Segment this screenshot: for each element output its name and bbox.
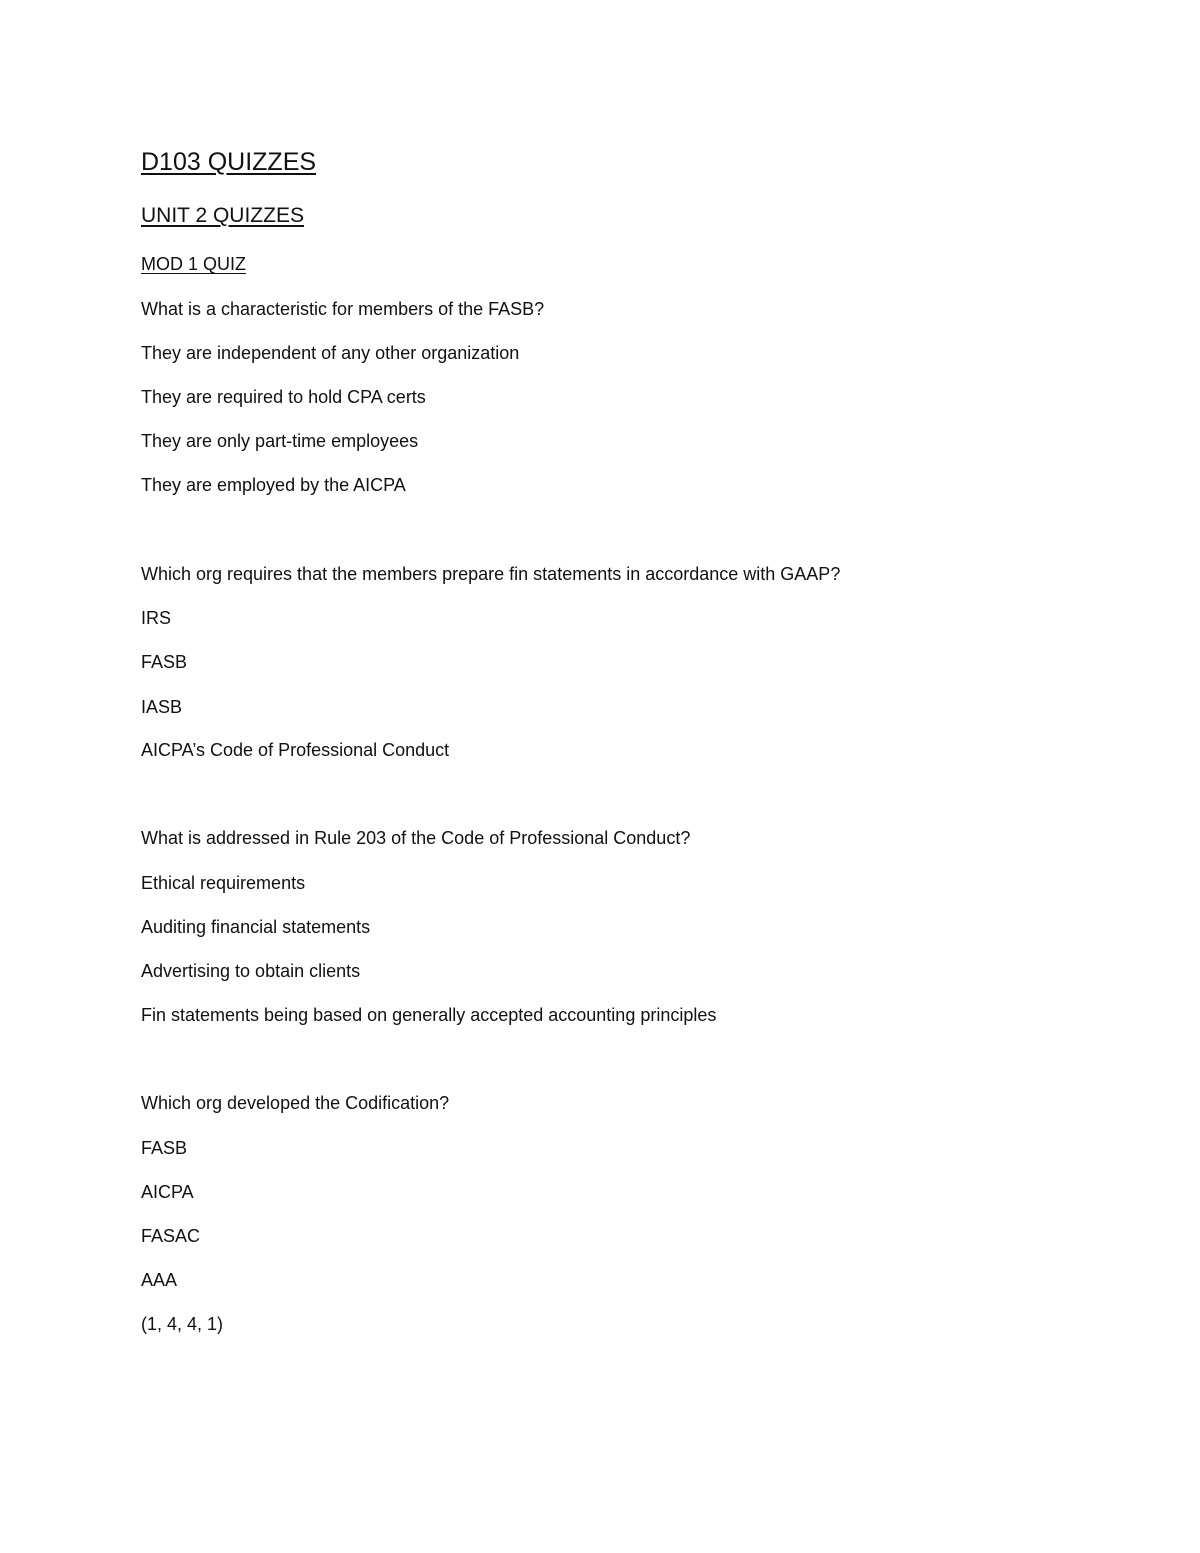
document-title: D103 QUIZZES <box>141 148 317 176</box>
question-4-option-1: FASB <box>141 1138 188 1158</box>
question-3-option-4: Fin statements being based on generally accepted accounting principles <box>141 1005 717 1025</box>
question-2-option-1: IRS <box>141 608 172 628</box>
question-4-option-2: AICPA <box>141 1182 194 1202</box>
question-1: What is a characteristic for members of the FASB? <box>141 299 545 319</box>
question-3: What is addressed in Rule 203 of the Code of Professional Conduct? <box>141 828 691 848</box>
question-1-option-4: They are employed by the AICPA <box>141 475 406 495</box>
unit-heading: UNIT 2 QUIZZES <box>141 204 304 227</box>
answer-key: (1, 4, 4, 1) <box>141 1314 224 1334</box>
question-2-option-3: IASB <box>141 697 183 717</box>
question-2-option-4: AICPA’s Code of Professional Conduct <box>141 740 450 760</box>
question-3-option-2: Auditing financial statements <box>141 917 371 937</box>
question-1-option-3: They are only part-time employees <box>141 431 419 451</box>
question-1-option-2: They are required to hold CPA certs <box>141 387 426 407</box>
question-2: Which org requires that the members prepare fin statements in accordance with GAAP? <box>141 564 841 584</box>
question-4-option-3: FASAC <box>141 1226 201 1246</box>
question-4: Which org developed the Codification? <box>141 1093 450 1113</box>
question-1-option-1: They are independent of any other organization <box>141 343 520 363</box>
module-heading: MOD 1 QUIZ <box>141 254 247 274</box>
question-3-option-1: Ethical requirements <box>141 873 306 893</box>
question-3-option-3: Advertising to obtain clients <box>141 961 361 981</box>
question-4-option-4: AAA <box>141 1270 178 1290</box>
question-2-option-2: FASB <box>141 652 188 672</box>
